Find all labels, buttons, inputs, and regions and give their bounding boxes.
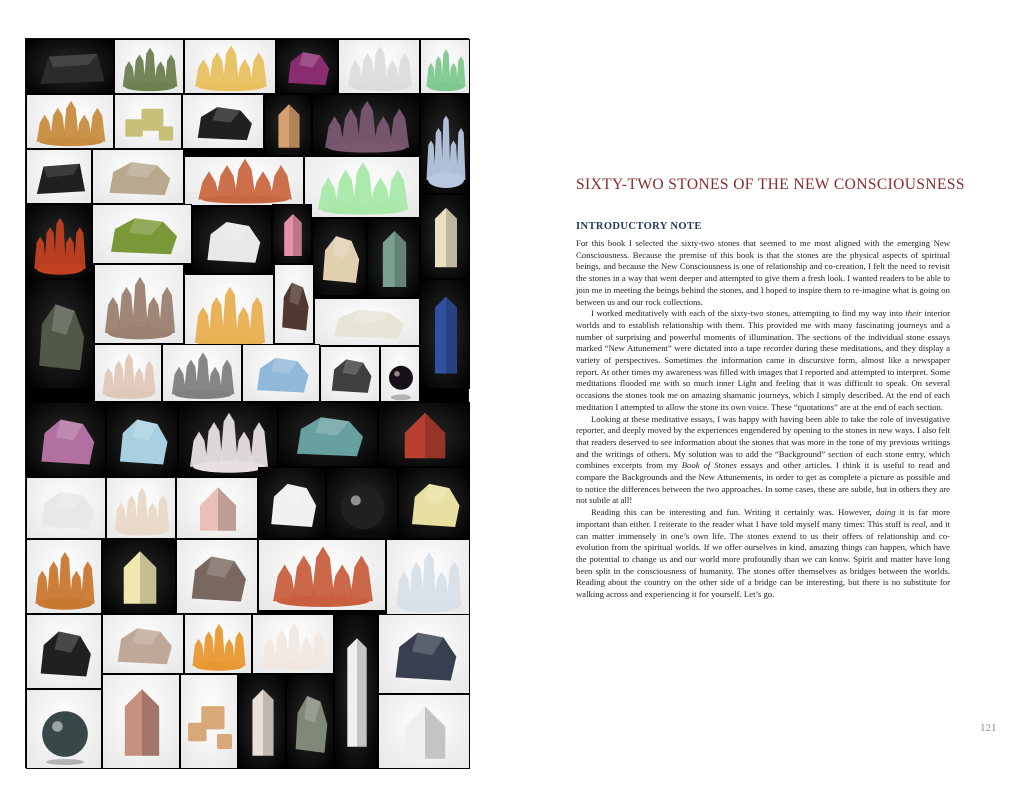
- stone-photo: [420, 279, 470, 389]
- stone-photo: [94, 264, 184, 344]
- stone-photo: [106, 402, 178, 477]
- section-heading: INTRODUCTORY NOTE: [576, 221, 702, 232]
- stone-photo: [180, 674, 238, 769]
- mineral-specimen: [27, 615, 102, 689]
- mineral-specimen: [339, 40, 420, 94]
- stone-photo: [182, 94, 264, 149]
- stone-photo: [184, 39, 276, 94]
- stone-photo: [114, 94, 182, 149]
- stone-photo: [26, 614, 102, 689]
- stone-photo: [94, 344, 162, 402]
- mineral-specimen: [287, 675, 334, 769]
- text-run: it is far more important than either. I reiterate to the reader what I have told myself many times: This stuff is: [576, 507, 950, 529]
- body-paragraph: [576, 414, 950, 508]
- text-run: For this book I selected the sixty-two stones that seemed to me most aligned with the emerging New Consciousness. Because the premise of this book is that the stones are the physical aspects of spiritual beings, and because the New Consciousness is one of relationship and co-creation, I felt the need to revisit the stones in a way that went deeper and attempted to give them a fresh look. I wanted readers to be able to join me in meeting the beings behind the stones, and I hoped to inspire them to re-imagine what is going on between us and our rock collections.: [576, 238, 950, 307]
- mineral-specimen: [185, 275, 274, 354]
- stone-photo: [106, 477, 176, 539]
- stone-photo: [102, 539, 176, 614]
- mineral-specimen: [421, 40, 470, 94]
- stone-photo: [162, 344, 242, 402]
- mineral-specimen: [27, 95, 114, 149]
- mineral-specimen: [421, 95, 470, 194]
- body-text: [576, 238, 950, 601]
- mineral-specimen: [163, 345, 242, 402]
- mineral-specimen: [27, 150, 92, 204]
- stone-photo: [367, 218, 420, 298]
- stone-photo: [252, 614, 334, 674]
- stone-photo: [26, 204, 92, 279]
- body-paragraph: [576, 308, 950, 413]
- stone-photo: [326, 467, 398, 539]
- text-run: essays and other articles. I think it is useful to read and compare the Backgrounds and the New Attunements, in order to get as complete a picture as possible and to notice the differences between the two approaches. In some cases, these are subtle, but in others they are not subtle at all!: [576, 460, 950, 506]
- mineral-specimen: [27, 540, 102, 614]
- italic-text: real: [911, 518, 926, 529]
- stone-photo: [378, 694, 470, 769]
- stone-photo: [238, 674, 286, 769]
- mineral-specimen: [177, 540, 258, 614]
- mineral-specimen: [239, 675, 286, 769]
- stone-photo: [92, 204, 192, 264]
- stone-photo: [420, 94, 470, 194]
- chapter-title: SIXTY-TWO STONES OF THE NEW CONSCIOUSNESS: [576, 176, 965, 193]
- mineral-specimen: [93, 205, 192, 264]
- stone-photo: [258, 467, 326, 539]
- text-run: I worked meditatively with each of the sixty-two stones, attempting to find my way into: [591, 308, 906, 319]
- mineral-specimen: [95, 345, 162, 402]
- mineral-specimen: [243, 345, 320, 402]
- stone-photo: [278, 402, 378, 467]
- stone-photo: [312, 218, 367, 296]
- mineral-specimen: [95, 265, 184, 344]
- mineral-specimen: [275, 265, 314, 344]
- mineral-specimen: [103, 675, 180, 769]
- stone-photo: [314, 298, 420, 346]
- stone-photo: [26, 539, 102, 614]
- stone-photo: [114, 39, 184, 94]
- mineral-specimen: [107, 403, 178, 477]
- mineral-specimen: [185, 40, 276, 94]
- stone-photo: [386, 539, 470, 617]
- stone-photo: [26, 689, 102, 769]
- stone-photo: [312, 94, 420, 156]
- mineral-specimen: [259, 468, 326, 539]
- text-column: [576, 176, 965, 601]
- stone-photo: [184, 274, 274, 354]
- body-paragraph: [576, 507, 950, 601]
- mineral-specimen: [183, 95, 264, 149]
- stone-photo: [242, 344, 320, 402]
- mineral-specimen: [421, 280, 470, 389]
- mineral-specimen: [305, 157, 420, 218]
- text-run: Reading this can be interesting and fun. Writing it certainly was. However,: [591, 507, 876, 518]
- stone-photo: [272, 204, 312, 264]
- mineral-specimen: [387, 540, 470, 617]
- stone-photo: [26, 149, 92, 204]
- mineral-specimen: [368, 219, 420, 298]
- stone-photo: [338, 39, 420, 94]
- mineral-specimen: [381, 347, 420, 402]
- mineral-specimen: [265, 95, 312, 156]
- stone-photo: [26, 94, 114, 149]
- body-paragraph: [576, 238, 950, 308]
- mineral-specimen: [321, 347, 380, 402]
- mineral-specimen: [179, 403, 278, 477]
- stone-photo: [102, 614, 184, 674]
- mineral-specimen: [103, 615, 184, 674]
- mineral-specimen: [273, 205, 312, 264]
- stone-photo: [380, 346, 420, 402]
- text-run: interior worlds and to establish relationship with them. This provided me with many fascinating journeys and a number of surprising and powerful moments of illumination. The sections of the individual stone essays marked “New Attunement” were dictated into a tape recorder during these meditations, and they display a variety of perspectives. Sometimes the information came in discursive form, almost like a newspaper report. At other times my awareness was filled with images that I reported and attempted to interpret. Some meditations flooded me with so much inner Light and feeling that it was difficult to speak. On several occasions the stones took me on amazing shamanic journeys, which I simply described. At the end of each meditation I attempted to allow the stone its own voice. These “quotations” are at the end of each section.: [576, 308, 950, 412]
- stone-photo: [26, 477, 106, 539]
- mineral-specimen: [115, 40, 184, 94]
- italic-text: their: [905, 308, 922, 319]
- mineral-specimen: [185, 157, 304, 206]
- mineral-specimen: [399, 468, 470, 539]
- mineral-specimen: [107, 478, 176, 539]
- page-number: 121: [980, 722, 997, 734]
- mineral-specimen: [27, 690, 102, 769]
- stone-photo: [184, 156, 304, 206]
- mineral-specimen: [27, 478, 106, 539]
- stone-photo: [26, 39, 114, 94]
- stone-photo-collage: [25, 38, 469, 768]
- mineral-specimen: [327, 468, 398, 539]
- text-run: Looking at these meditative essays, I was happy with having been able to take the role of investigative reporter, and deeply moved by the experiences engendered by opening to the stones in new ways. I also felt that readers deserved to see information about the stones that was more in the tone of my previous writings and the writings of others. My solution was to add the “Background” section of each stone entry, which combines excerpts from my: [576, 413, 950, 471]
- mineral-specimen: [379, 403, 470, 467]
- mineral-specimen: [313, 219, 367, 296]
- mineral-specimen: [277, 40, 338, 94]
- mineral-specimen: [421, 195, 470, 279]
- stone-photo: [398, 467, 470, 539]
- stone-photo: [258, 539, 386, 611]
- mineral-specimen: [379, 615, 470, 694]
- mineral-specimen: [379, 695, 470, 769]
- stone-photo: [378, 614, 470, 694]
- mineral-specimen: [27, 40, 114, 94]
- mineral-specimen: [313, 95, 420, 156]
- mineral-specimen: [181, 675, 238, 769]
- mineral-specimen: [115, 95, 182, 149]
- stone-photo: [176, 477, 258, 539]
- mineral-specimen: [335, 615, 378, 769]
- stone-photo: [304, 156, 420, 218]
- italic-text: doing: [875, 507, 896, 518]
- italic-text: Book of Stones: [681, 460, 737, 471]
- mineral-specimen: [177, 478, 258, 539]
- stone-photo: [274, 264, 314, 344]
- stone-photo: [420, 39, 470, 94]
- mineral-specimen: [27, 403, 106, 477]
- stone-photo: [178, 402, 278, 477]
- stone-photo: [26, 402, 106, 477]
- stone-photo: [26, 279, 94, 389]
- mineral-specimen: [93, 150, 184, 204]
- mineral-specimen: [253, 615, 334, 674]
- stone-photo: [264, 94, 312, 156]
- mineral-specimen: [279, 403, 378, 467]
- mineral-specimen: [315, 299, 420, 346]
- mineral-specimen: [27, 205, 92, 279]
- text-run: , and it can matter immensely in one’s own life. The stones extend to us their offers of relationship and co-evolution from the spiritual worlds. If we offer ourselves in kind, amazing things can happen, which have the potential to change us and our world more profoundly than we can know. Spirit and matter have long been split in the consciousness of humanity. The stones offer themselves as bridges between the worlds. Reading about the country on the other side of a bridge can be interesting, but there is no substitute for walking across and experiencing it for yourself. Let’s go.: [576, 518, 951, 600]
- mineral-specimen: [193, 207, 272, 274]
- mineral-specimen: [27, 280, 94, 389]
- stone-photo: [320, 346, 380, 402]
- mineral-specimen: [259, 540, 386, 611]
- stone-photo: [334, 614, 378, 769]
- stone-photo: [184, 614, 252, 674]
- mineral-specimen: [103, 540, 176, 614]
- stone-photo: [378, 402, 470, 467]
- stone-photo: [102, 674, 180, 769]
- stone-photo: [92, 149, 184, 204]
- stone-photo: [420, 194, 470, 279]
- stone-photo: [286, 674, 334, 769]
- mineral-specimen: [185, 615, 252, 674]
- stone-photo: [192, 206, 272, 274]
- stone-photo: [176, 539, 258, 614]
- stone-photo: [276, 39, 338, 94]
